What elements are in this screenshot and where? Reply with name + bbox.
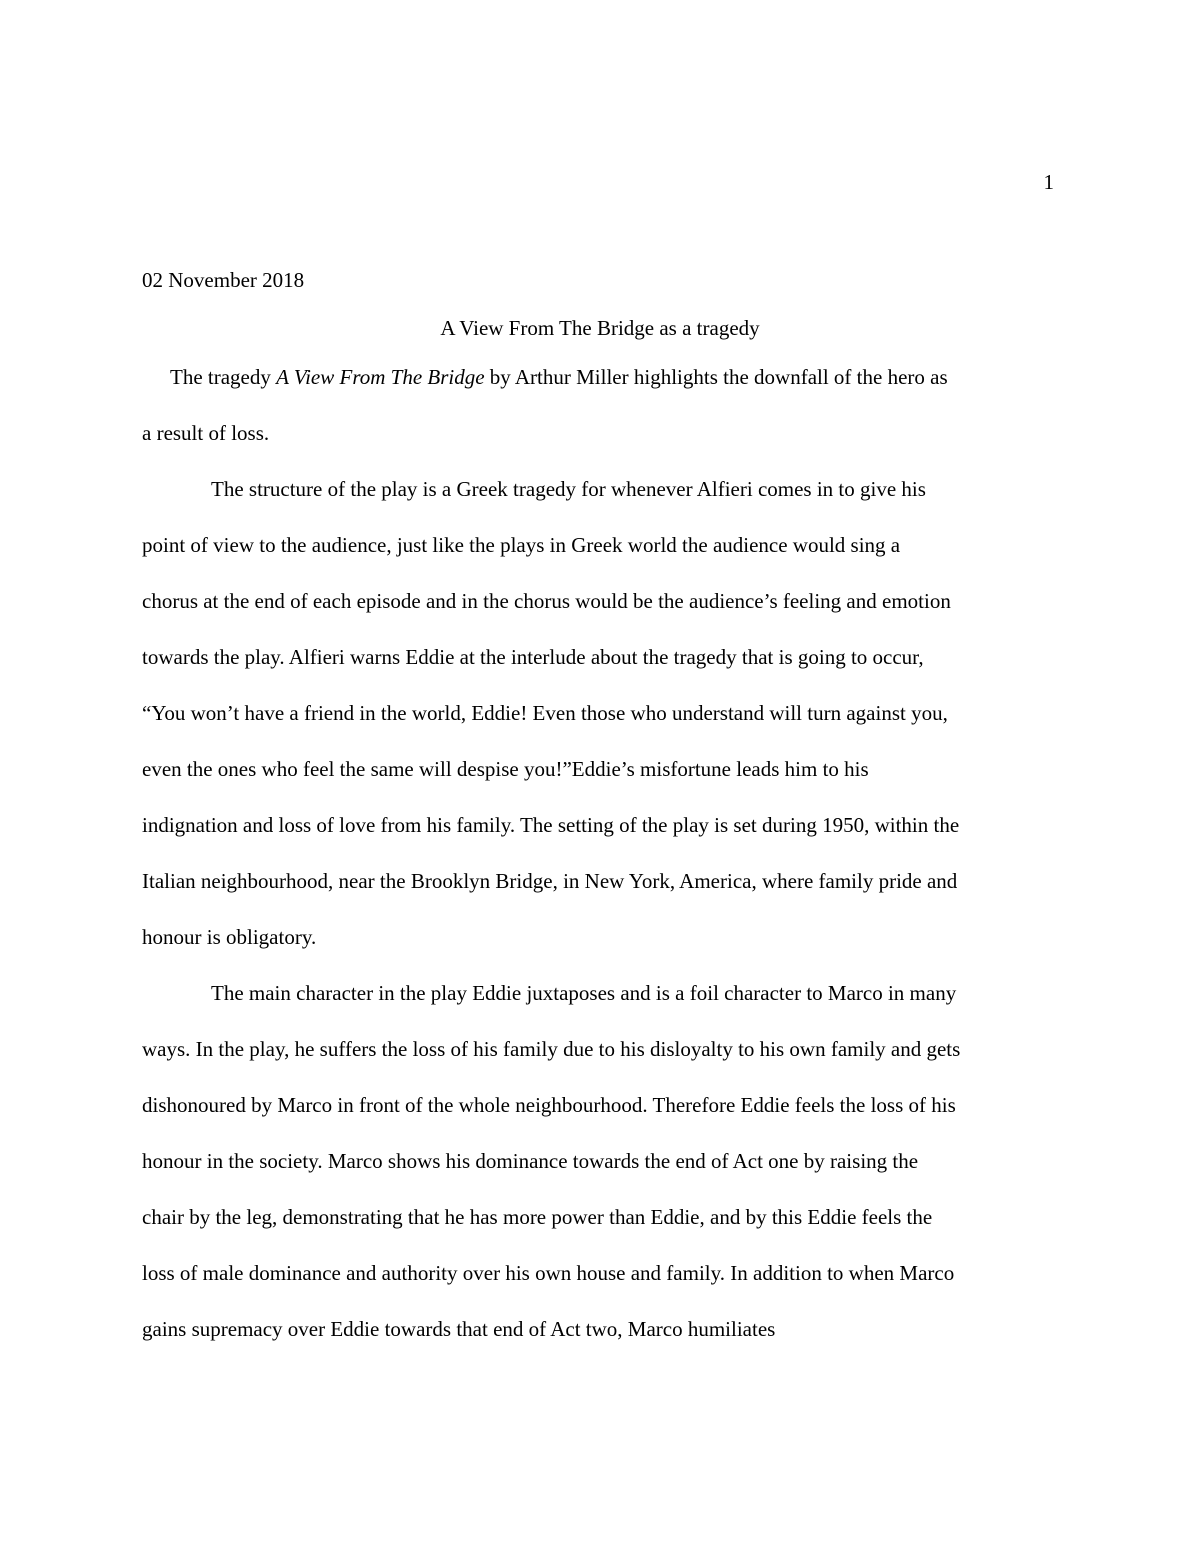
paragraph-line: Italian neighbourhood, near the Brooklyn Bridge, in New York, America, where family pride and	[142, 869, 958, 893]
paragraph-line: even the ones who feel the same will despise you!”Eddie’s misfortune leads him to his	[142, 757, 869, 781]
paragraph-line: dishonoured by Marco in front of the whole neighbourhood. Therefore Eddie feels the loss of his	[142, 1093, 956, 1117]
paragraph-line: towards the play. Alfieri warns Eddie at the interlude about the tragedy that is going to occur,	[142, 645, 924, 669]
intro-text: The tragedy	[170, 365, 277, 389]
paragraph-line: loss of male dominance and authority over his own house and family. In addition to when Marco	[142, 1261, 955, 1285]
paragraph-line: “You won’t have a friend in the world, Eddie! Even those who understand will turn against you,	[142, 701, 948, 725]
document-title: A View From The Bridge as a tragedy	[440, 316, 760, 340]
page-number: 1	[1043, 170, 1054, 194]
paragraph-line: The structure of the play is a Greek tragedy for whenever Alfieri comes in to give his	[211, 477, 926, 501]
paragraph-line: point of view to the audience, just like the plays in Greek world the audience would sing a	[142, 533, 901, 557]
paragraph-line: honour is obligatory.	[142, 925, 317, 949]
intro-line: a result of loss.	[142, 421, 270, 445]
paragraph-line: indignation and loss of love from his family. The setting of the play is set during 1950, within the	[142, 813, 960, 837]
paragraph-line: chair by the leg, demonstrating that he has more power than Eddie, and by this Eddie feels the	[142, 1205, 933, 1229]
paragraph-line: honour in the society. Marco shows his dominance towards the end of Act one by raising the	[142, 1149, 919, 1173]
paragraph-line: ways. In the play, he suffers the loss of his family due to his disloyalty to his own family and gets	[142, 1037, 961, 1061]
play-title-italic: A View From The Bridge	[276, 365, 485, 389]
document-body	[142, 363, 1072, 1371]
paragraph-line: The main character in the play Eddie juxtaposes and is a foil character to Marco in many	[211, 981, 957, 1005]
intro-text: by Arthur Miller highlights the downfall of the hero as	[484, 365, 948, 389]
intro-line	[142, 363, 1072, 419]
paragraph-line: chorus at the end of each episode and in the chorus would be the audience’s feeling and emotion	[142, 589, 951, 613]
paragraph-line: gains supremacy over Eddie towards that end of Act two, Marco humiliates	[142, 1317, 776, 1341]
document-date: 02 November 2018	[142, 268, 305, 292]
